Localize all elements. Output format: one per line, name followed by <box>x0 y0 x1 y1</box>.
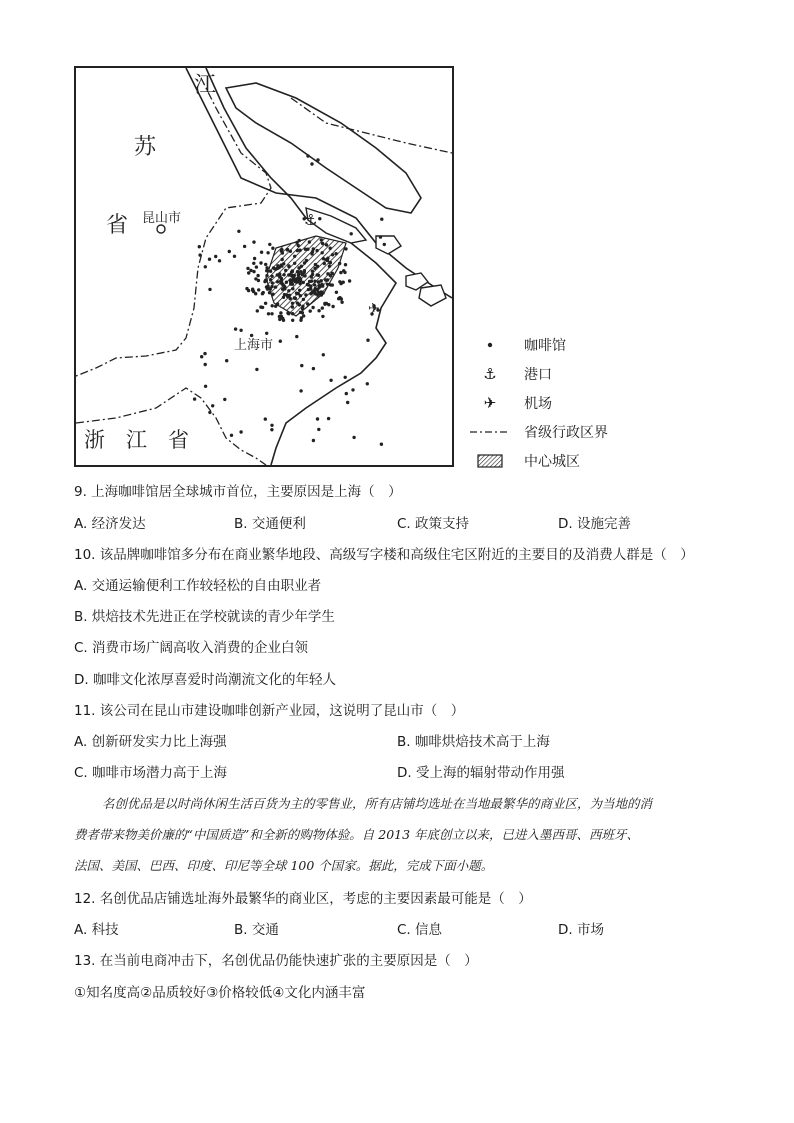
coffee-shop-dot <box>295 335 298 338</box>
q12-option-c[interactable]: C. 信息 <box>397 922 443 938</box>
coffee-shop-dot <box>344 263 347 266</box>
coffee-shop-dot <box>204 385 207 388</box>
coffee-shop-dot <box>345 392 348 395</box>
coffee-shop-dot <box>317 309 320 312</box>
coffee-shop-dot <box>203 352 206 355</box>
coffee-shop-dot <box>325 243 328 246</box>
coffee-shop-dot <box>200 355 203 358</box>
coffee-shop-dot <box>310 280 313 283</box>
coffee-shop-dot <box>270 275 273 278</box>
coffee-shop-dot <box>269 278 272 281</box>
coffee-shop-dot <box>286 248 289 251</box>
coffee-shop-dot <box>301 305 304 308</box>
coffee-shop-dot <box>311 306 314 309</box>
coffee-shop-dot <box>301 273 304 276</box>
map-figure <box>74 66 454 467</box>
coffee-shop-dot <box>329 283 332 286</box>
coffee-shop-dot <box>239 430 242 433</box>
coffee-shop-dot <box>234 327 237 330</box>
coffee-shop-dot <box>299 389 302 392</box>
coffee-shop-dot <box>303 261 306 264</box>
coffee-shop-dot <box>253 257 256 260</box>
coffee-shop-dot <box>306 283 309 286</box>
coffee-shop-dot <box>269 270 272 273</box>
question-9: 9. 上海咖啡馆居全球城市首位，主要原因是上海（ ） <box>74 484 402 500</box>
coffee-shop-dot <box>208 411 211 414</box>
coffee-shop-dot <box>214 255 217 258</box>
coffee-shop-dot <box>313 283 316 286</box>
coffee-shop-dot <box>291 312 294 315</box>
q10-option-a[interactable]: A. 交通运输便利工作较轻松的自由职业者 <box>74 578 322 594</box>
coffee-shop-dot <box>265 269 268 272</box>
coffee-shop-dot <box>293 262 296 265</box>
coffee-shop-dot <box>342 281 345 284</box>
coffee-shop-dot <box>252 262 255 265</box>
coffee-shop-dot <box>310 162 313 165</box>
anchor-icon: ⚓ <box>483 365 497 383</box>
coffee-shop-dot <box>284 269 287 272</box>
coffee-shop-dot <box>339 271 342 274</box>
coffee-shop-dot <box>327 417 330 420</box>
coffee-shop-dot <box>304 293 307 296</box>
coffee-shop-dot <box>380 443 383 446</box>
coffee-shop-dot <box>270 312 273 315</box>
coffee-shop-dot <box>270 424 273 427</box>
coffee-shop-dot <box>243 245 246 248</box>
coffee-shop-dot <box>288 294 291 297</box>
q13-statements: ①知名度高②品质较好③价格较低④文化内涵丰富 <box>74 985 366 1001</box>
coffee-shop-dot <box>321 306 324 309</box>
coffee-shop-dot <box>252 270 255 273</box>
coffee-shop-dot <box>271 281 274 284</box>
dash-dot-line-icon <box>470 429 510 435</box>
coffee-shop-dot <box>306 302 309 305</box>
coffee-shop-dot <box>276 280 279 283</box>
coffee-shop-dot <box>338 262 341 265</box>
coffee-shop-dot <box>228 250 231 253</box>
coffee-shop-dot <box>323 302 326 305</box>
coffee-shop-dot <box>289 250 292 253</box>
coffee-shop-dot <box>265 266 268 269</box>
coffee-shop-dot <box>274 305 277 308</box>
coffee-shop-dot <box>254 277 257 280</box>
coffee-shop-dot <box>249 269 252 272</box>
coffee-shop-dot <box>321 291 324 294</box>
airplane-icon: ✈ <box>483 394 497 412</box>
coffee-shop-dot <box>324 278 327 281</box>
coffee-shop-dot <box>261 306 264 309</box>
coffee-shop-dot <box>289 279 292 282</box>
coffee-shop-dot <box>252 240 255 243</box>
coffee-shop-dot <box>291 302 294 305</box>
coffee-shop-dot <box>291 287 294 290</box>
coffee-shop-dot <box>350 232 353 235</box>
coffee-shop-dot <box>309 285 312 288</box>
coffee-shop-dot <box>348 279 351 282</box>
coffee-shop-dot <box>271 247 274 250</box>
coffee-shop-dot <box>304 248 307 251</box>
passage-line: 名创优品是以时尚休闲生活百货为主的零售业，所有店铺均选址在当地最繁华的商业区，为当地的消 <box>102 796 653 811</box>
coffee-shop-dot <box>245 287 248 290</box>
chongming-island <box>226 83 421 213</box>
coffee-shop-dot <box>296 301 299 304</box>
coffee-shop-dot <box>251 288 254 291</box>
coffee-shop-dot <box>316 158 319 161</box>
coffee-shop-dot <box>379 235 382 238</box>
coffee-shop-dot <box>256 309 259 312</box>
coffee-shop-dot <box>292 275 295 278</box>
coffee-shop-dot <box>278 318 281 321</box>
coffee-shop-dot <box>344 376 347 379</box>
q10-option-b[interactable]: B. 烘焙技术先进正在学校就读的青少年学生 <box>74 609 335 625</box>
coffee-shop-dot <box>326 283 329 286</box>
hatched-box-icon <box>470 454 510 468</box>
legend-label: 省级行政区界 <box>524 425 608 441</box>
coffee-shop-dot <box>329 247 332 250</box>
coffee-shop-dot <box>280 263 283 266</box>
hengsha-island <box>376 236 401 254</box>
coffee-shop-dot <box>283 287 286 290</box>
map-label-su: 苏 <box>134 135 157 160</box>
coffee-shop-dot <box>291 305 294 308</box>
dot-icon <box>470 340 510 350</box>
coffee-shop-dot <box>218 259 221 262</box>
coffee-shop-dot <box>266 251 269 254</box>
question-12: 12. 名创优品店铺选址海外最繁华的商业区，考虑的主要因素最可能是（ ） <box>74 891 532 907</box>
coffee-shop-dot <box>274 285 277 288</box>
coffee-shop-dot <box>311 270 314 273</box>
coffee-shop-dot <box>322 257 325 260</box>
coffee-shop-dot <box>285 281 288 284</box>
coffee-shop-dot <box>198 253 201 256</box>
coffee-shop-dot <box>289 297 292 300</box>
coffee-shop-dot <box>316 417 319 420</box>
coffee-shop-dot <box>264 263 267 266</box>
coffee-shop-dot <box>328 265 331 268</box>
coffee-shop-dot <box>321 242 324 245</box>
coffee-shop-dot <box>255 265 258 268</box>
coffee-shop-dot <box>280 249 283 252</box>
map-label-shanghai: 上海市 <box>234 338 274 353</box>
coffee-shop-dot <box>309 309 312 312</box>
coffee-shop-dot <box>317 280 320 283</box>
coffee-shop-dot <box>329 261 332 264</box>
coffee-shop-dot <box>230 434 233 437</box>
legend-item-airport <box>470 391 552 415</box>
q9-option-d[interactable]: D. 设施完善 <box>558 516 631 532</box>
coffee-shop-dot <box>204 363 207 366</box>
coffee-shop-dot <box>208 258 211 261</box>
coffee-shop-dot <box>259 261 262 264</box>
coffee-shop-dot <box>312 439 315 442</box>
coffee-shop-dot <box>282 319 285 322</box>
map-label-jiang: 江 <box>194 73 217 98</box>
legend-label: 港口 <box>524 367 552 383</box>
map-label-kunshan: 昆山市 <box>142 211 182 226</box>
coffee-shop-dot <box>261 292 264 295</box>
coffee-shop-dot <box>297 266 300 269</box>
coffee-shop-dot <box>300 364 303 367</box>
question-13: 13. 在当前电商冲击下，名创优品仍能快速扩张的主要原因是（ ） <box>74 953 478 969</box>
coffee-shop-dot <box>291 319 294 322</box>
coffee-shop-dot <box>302 314 305 317</box>
coffee-shop-dot <box>289 273 292 276</box>
coffee-shop-dot <box>334 252 337 255</box>
legend-item-center <box>470 449 580 473</box>
coffee-shop-dot <box>271 293 274 296</box>
passage-line: 法国、美国、巴西、印度、印尼等全球 100 个国家。据此，完成下面小题。 <box>74 858 494 873</box>
coffee-shop-dot <box>380 218 383 221</box>
coffee-shop-dot <box>317 428 320 431</box>
passage-line: 费者带来物美价廉的“中国质造”和全新的购物体验。自 2013 年底创立以来，已进入墨西哥、西班牙、 <box>74 827 640 842</box>
coffee-shop-dot <box>264 302 267 305</box>
q10-option-d[interactable]: D. 咖啡文化浓厚喜爱时尚潮流文化的年轻人 <box>74 672 336 688</box>
coffee-shop-dot <box>302 281 305 284</box>
coffee-shop-dot <box>271 304 274 307</box>
coffee-shop-dot <box>331 253 334 256</box>
question-10: 10. 该品牌咖啡馆多分布在商业繁华地段、高级写字楼和高级住宅区附近的主要目的及消费人群是（ ） <box>74 547 694 563</box>
coffee-shop-dot <box>299 311 302 314</box>
coffee-shop-dot <box>302 298 305 301</box>
coffee-shop-dot <box>344 247 347 250</box>
coffee-shop-dot <box>329 379 332 382</box>
coffee-shop-dot <box>260 251 263 254</box>
coffee-shop-dot <box>308 240 311 243</box>
coffee-shop-dot <box>366 339 369 342</box>
coffee-shop-dot <box>299 319 302 322</box>
q9-option-c[interactable]: C. 政策支持 <box>397 516 470 532</box>
coffee-shop-dot <box>318 217 321 220</box>
coffee-shop-dot <box>257 288 260 291</box>
legend-label: 咖啡馆 <box>524 338 566 354</box>
coffee-shop-dot <box>326 272 329 275</box>
q11-option-c[interactable]: C. 咖啡市场潜力高于上海 <box>74 765 228 781</box>
coffee-shop-dot <box>316 273 319 276</box>
coffee-shop-dot <box>366 382 369 385</box>
q12-option-b[interactable]: B. 交通 <box>234 922 279 938</box>
coffee-shop-dot <box>237 230 240 233</box>
coffee-shop-dot <box>279 311 282 314</box>
coffee-shop-dot <box>311 273 314 276</box>
coffee-shop-dot <box>233 255 236 258</box>
port-anchor-icon: ⚓ <box>304 211 318 229</box>
coffee-shop-dot <box>266 284 269 287</box>
map-drawing <box>76 68 452 465</box>
coffee-shop-dot <box>278 272 281 275</box>
coffee-shop-dot <box>320 238 323 241</box>
coffee-shop-dot <box>306 154 309 157</box>
coffee-shop-dot <box>351 388 354 391</box>
coffee-shop-dot <box>383 243 386 246</box>
coffee-shop-dot <box>268 243 271 246</box>
kunshan-marker <box>157 225 165 233</box>
coffee-shop-dot <box>255 368 258 371</box>
coffee-shop-dot <box>295 241 298 244</box>
coffee-shop-dot <box>331 305 334 308</box>
q10-option-c[interactable]: C. 消费市场广阔高收入消费的企业白领 <box>74 640 309 656</box>
q11-option-d[interactable]: D. 受上海的辐射带动作用强 <box>397 765 565 781</box>
coffee-shop-dot <box>315 249 318 252</box>
coffee-shop-dot <box>343 271 346 274</box>
coffee-shop-dot <box>279 340 282 343</box>
q9-option-b[interactable]: B. 交通便利 <box>234 516 306 532</box>
reading-passage <box>74 788 734 881</box>
coffee-shop-dot <box>272 266 275 269</box>
coffee-shop-dot <box>291 283 294 286</box>
coffee-shop-dot <box>239 329 242 332</box>
coffee-shop-dot <box>340 301 343 304</box>
legend-item-coffee <box>470 333 566 357</box>
coffee-shop-dot <box>287 289 290 292</box>
airport-icon: ✈ <box>368 301 380 317</box>
coffee-shop-dot <box>297 292 300 295</box>
legend-item-port <box>470 362 552 386</box>
coffee-shop-dot <box>268 291 271 294</box>
coffee-shop-dot <box>297 278 300 281</box>
legend-label: 机场 <box>524 396 552 412</box>
coffee-shop-dot <box>321 251 324 254</box>
coffee-shop-dot <box>270 428 273 431</box>
question-11: 11. 该公司在昆山市建设咖啡创新产业园，这说明了昆山市（ ） <box>74 703 465 719</box>
coffee-shop-dot <box>247 271 250 274</box>
coffee-shop-dot <box>265 274 268 277</box>
coffee-shop-dot <box>208 288 211 291</box>
q12-option-d[interactable]: D. 市场 <box>558 922 604 938</box>
legend-label: 中心城区 <box>524 454 580 470</box>
coffee-shop-dot <box>291 269 294 272</box>
coffee-shop-dot <box>314 263 317 266</box>
coffee-shop-dot <box>318 284 321 287</box>
coffee-shop-dot <box>307 288 310 291</box>
coffee-shop-dot <box>264 279 267 282</box>
coffee-shop-dot <box>211 404 214 407</box>
coffee-shop-dot <box>297 244 300 247</box>
coffee-shop-dot <box>335 291 338 294</box>
map-label-sheng: 省 <box>106 213 129 238</box>
coffee-shop-dot <box>223 398 226 401</box>
coffee-shop-dot <box>296 249 299 252</box>
coffee-shop-dot <box>293 296 296 299</box>
q11-option-b[interactable]: B. 咖啡烘焙技术高于上海 <box>397 734 550 750</box>
coffee-shop-dot <box>282 296 285 299</box>
coffee-shop-dot <box>298 289 301 292</box>
coffee-shop-dot <box>346 401 349 404</box>
coffee-shop-dot <box>276 264 279 267</box>
coffee-shop-dot <box>266 287 269 290</box>
coffee-shop-dot <box>287 264 290 267</box>
q12-option-a[interactable]: A. 科技 <box>74 922 119 938</box>
map-label-zhejiang: 浙 江 省 <box>84 428 189 452</box>
coffee-shop-dot <box>279 281 282 284</box>
coffee-shop-dot <box>311 250 314 253</box>
coffee-shop-dot <box>331 272 334 275</box>
coffee-shop-dot <box>321 315 324 318</box>
coffee-shop-dot <box>281 258 284 261</box>
coffee-shop-dot <box>323 262 326 265</box>
coffee-shop-dot <box>225 359 228 362</box>
coffee-shop-dot <box>311 291 314 294</box>
coffee-shop-dot <box>312 367 315 370</box>
coffee-shop-dot <box>293 255 296 258</box>
coffee-shop-dot <box>337 297 340 300</box>
coffee-shop-dot <box>204 265 207 268</box>
coffee-shop-dot <box>264 417 267 420</box>
coffee-shop-dot <box>286 311 289 314</box>
q9-option-a[interactable]: A. 经济发达 <box>74 516 146 532</box>
coffee-shop-dot <box>270 285 273 288</box>
coffee-shop-dot <box>280 277 283 280</box>
coffee-shop-dot <box>282 273 285 276</box>
coffee-shop-dot <box>278 315 281 318</box>
q11-option-a[interactable]: A. 创新研发实力比上海强 <box>74 734 227 750</box>
coffee-shop-dot <box>297 273 300 276</box>
coffee-shop-dot <box>267 312 270 315</box>
coffee-shop-dot <box>256 274 259 277</box>
coffee-shop-dot <box>322 353 325 356</box>
legend-item-boundary <box>470 420 608 444</box>
small-island <box>419 285 446 306</box>
coffee-shop-dot <box>303 269 306 272</box>
coffee-shop-dot <box>198 245 201 248</box>
coffee-shop-dot <box>193 397 196 400</box>
coffee-shop-dot <box>246 267 249 270</box>
coffee-shop-dot <box>313 280 316 283</box>
coffee-shop-dot <box>313 267 316 270</box>
coffee-shop-dot <box>352 436 355 439</box>
